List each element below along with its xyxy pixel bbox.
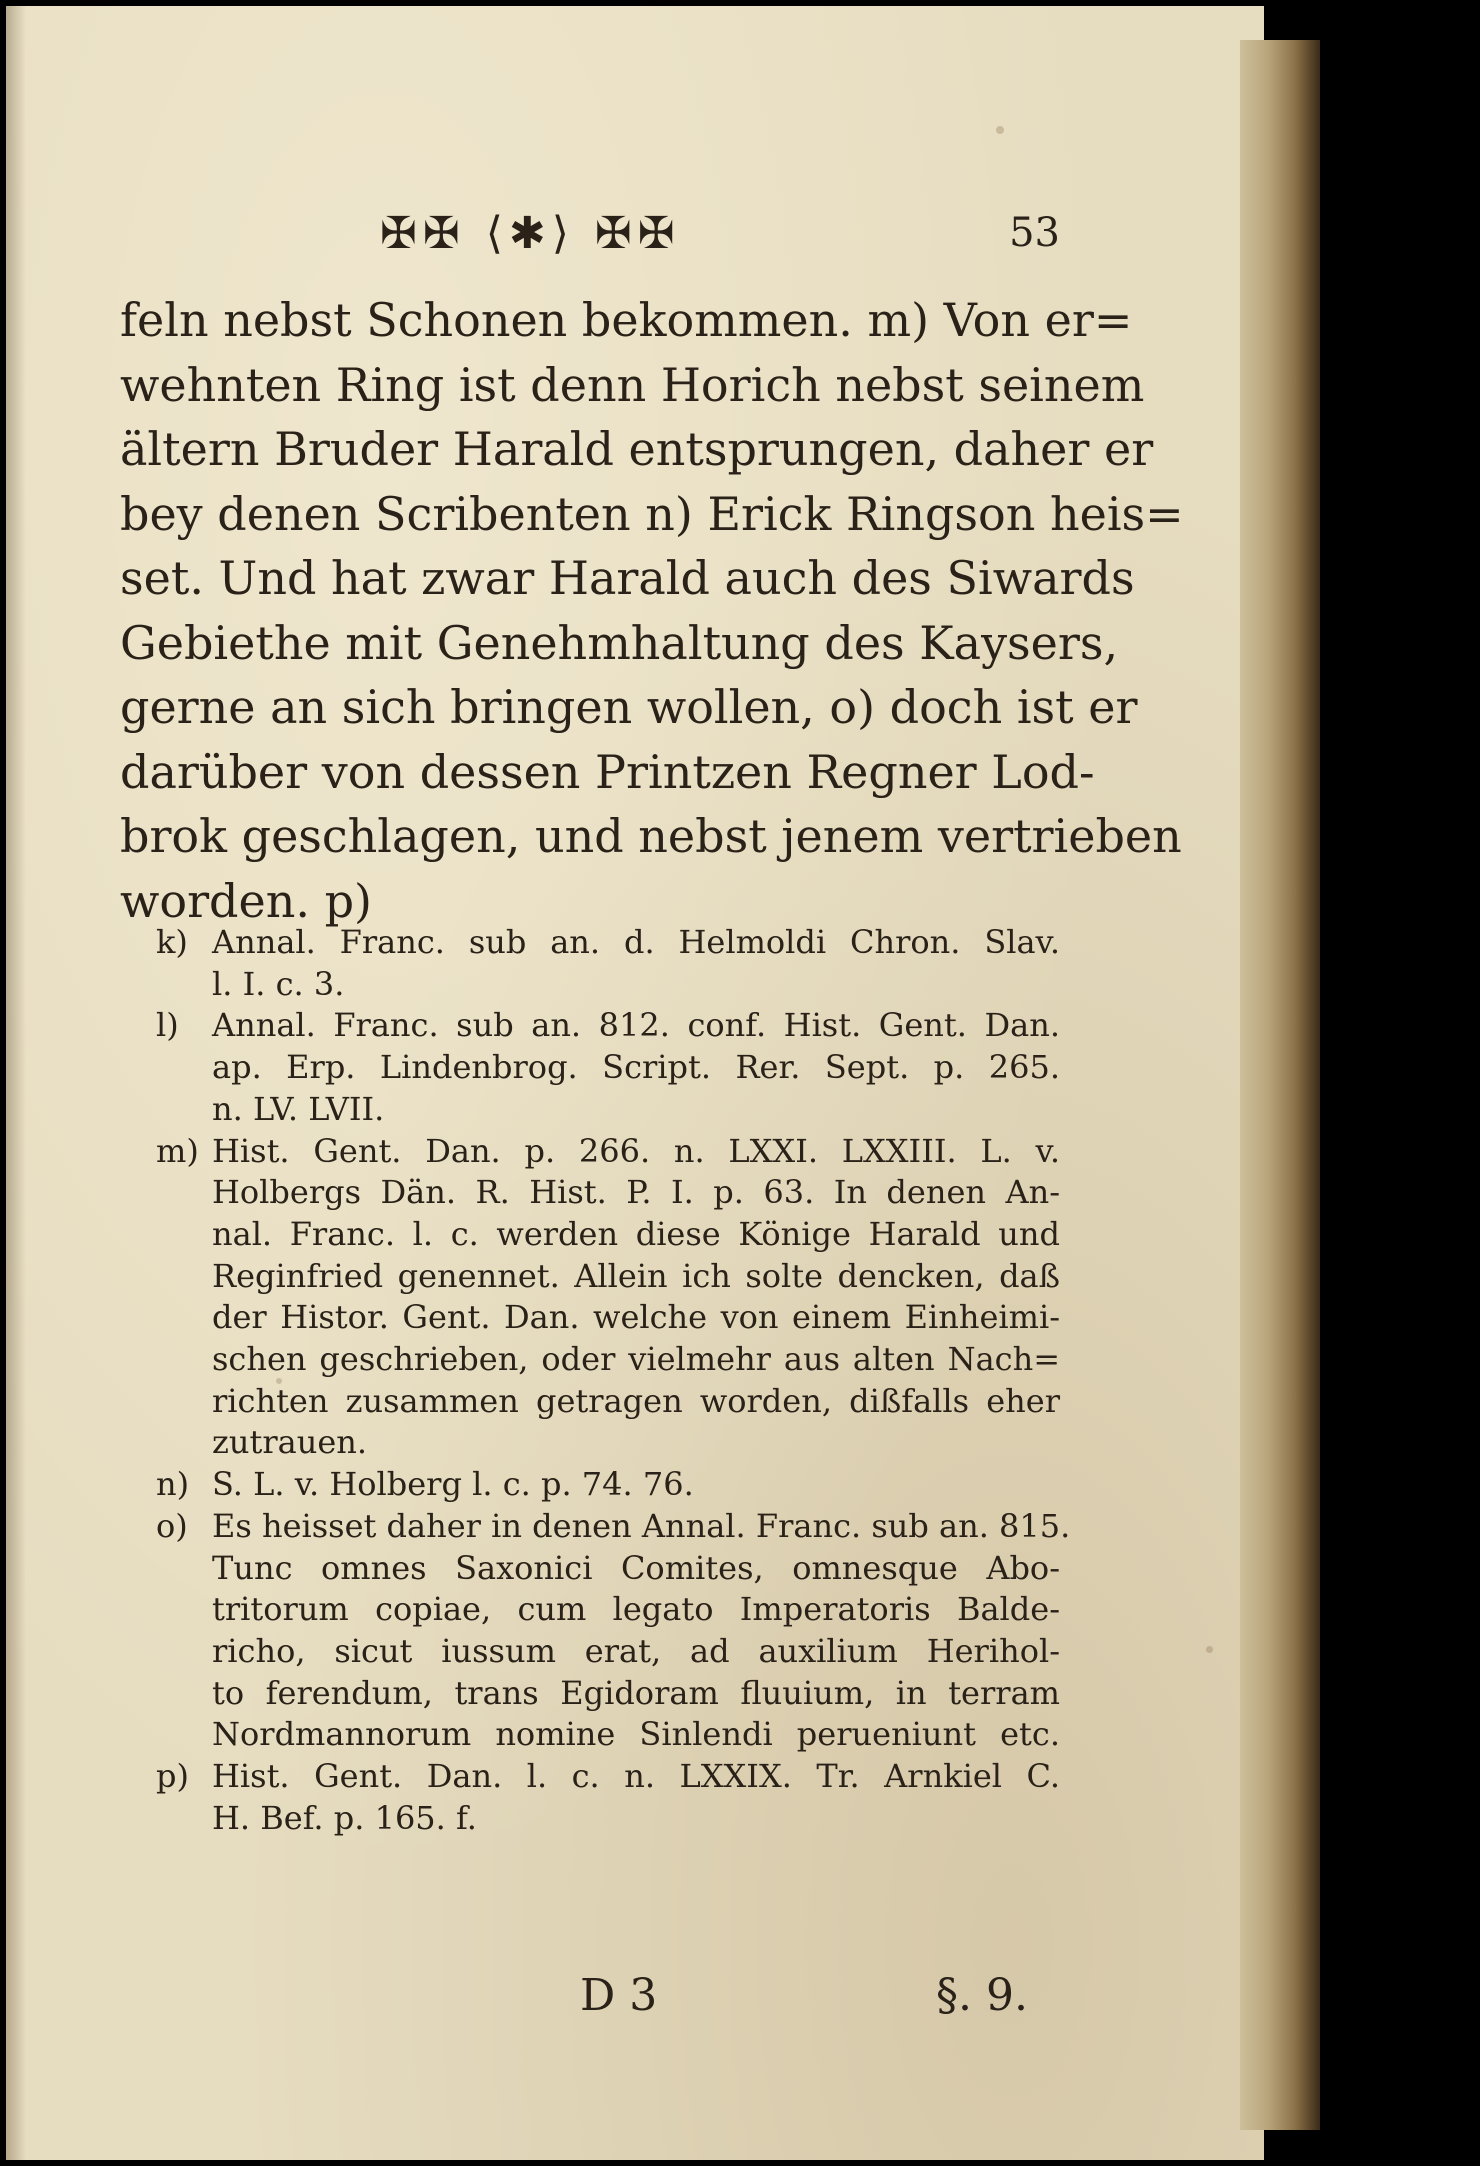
footnote-line: nal. Franc. l. c. werden diese Könige Harald und xyxy=(212,1214,1060,1253)
footnote-line: n. LV. LVII. xyxy=(212,1089,385,1128)
footnote-line: Hist. Gent. Dan. p. 266. n. LXXI. LXXIII. L. v. xyxy=(212,1131,1060,1170)
footnote-line: Nordmannorum nomine Sinlendi perueniunt etc. xyxy=(212,1715,1060,1754)
header-ornament: ✠✠ ⟨✱⟩ ✠✠ xyxy=(380,208,681,259)
footnote-line: H. Bef. p. 165. f. xyxy=(212,1798,477,1837)
signature-mark: D 3 xyxy=(580,1970,658,2021)
footnote-line: richten zusammen getragen worden, dißfalls eher xyxy=(212,1381,1060,1420)
footnote-p xyxy=(156,1756,1060,1839)
catchword: §. 9. xyxy=(936,1970,1028,2021)
footnote-line: l. I. c. 3. xyxy=(212,964,345,1003)
footnote-line: Holbergs Dän. R. Hist. P. I. p. 63. In denen An- xyxy=(212,1173,1060,1212)
main-text-line: set. Und hat zwar Harald auch des Siwards xyxy=(120,551,1135,605)
page-number: 53 xyxy=(1009,210,1060,256)
footnote-line: tritorum copiae, cum legato Imperatoris Balde- xyxy=(212,1590,1060,1629)
main-text-line: feln nebst Schonen bekommen. m) Von er= xyxy=(120,293,1133,347)
footnote-mark: m) xyxy=(156,1131,199,1170)
footnote-line: Annal. Franc. sub an. d. Helmoldi Chron. Slav. xyxy=(212,923,1060,961)
footnote-n xyxy=(156,1464,1060,1506)
footnote-line: der Histor. Gent. Dan. welche von einem Einheimi- xyxy=(212,1298,1060,1337)
footnote-line: Reginfried genennet. Allein ich solte dencken, daß xyxy=(212,1256,1060,1295)
footnote-line: to ferendum, trans Egidoram fluuium, in terram xyxy=(212,1673,1060,1712)
footnote-line: Es heisset daher in denen Annal. Franc. sub an. 815. xyxy=(212,1506,1071,1545)
paper-spot xyxy=(996,126,1004,134)
main-text-line: gerne an sich bringen wollen, o) doch ist er xyxy=(120,680,1138,734)
main-text-line: ältern Bruder Harald entsprungen, daher er xyxy=(120,422,1154,476)
footnote-line: Annal. Franc. sub an. 812. conf. Hist. Gent. Dan. xyxy=(212,1006,1060,1045)
running-header xyxy=(380,208,1060,268)
main-text-block xyxy=(120,288,1184,933)
main-text-line: worden. p) xyxy=(120,873,372,928)
main-text-line: bey denen Scribenten n) Erick Ringson heis= xyxy=(120,486,1184,541)
page-edge xyxy=(1240,40,1320,2130)
footnote-mark: l) xyxy=(156,1006,179,1045)
footnotes-block xyxy=(156,922,1071,1839)
main-text-line: wehnten Ring ist denn Horich nebst seinem xyxy=(120,357,1145,412)
footnote-m xyxy=(156,1131,1060,1465)
footnote-line: Tunc omnes Saxonici Comites, omnesque Abo- xyxy=(212,1548,1060,1587)
main-text-line: brok geschlagen, und nebst jenem vertrieben xyxy=(120,809,1182,863)
footnote-mark: p) xyxy=(156,1757,189,1796)
footnote-mark: n) xyxy=(156,1465,190,1504)
footnote-line: S. L. v. Holberg l. c. p. 74. 76. xyxy=(212,1465,694,1504)
footnote-l xyxy=(156,1005,1060,1130)
page-gutter xyxy=(6,6,26,2160)
main-text-line: Gebiethe mit Genehmhaltung des Kaysers, xyxy=(120,615,1119,670)
footnote-mark: o) xyxy=(156,1506,188,1545)
paper-spot xyxy=(1206,1646,1213,1653)
footnote-line: zutrauen. xyxy=(212,1423,368,1462)
footnote-o xyxy=(156,1506,1071,1756)
footnote-line: ap. Erp. Lindenbrog. Script. Rer. Sept. p. 265. xyxy=(212,1048,1060,1087)
footnote-mark: k) xyxy=(156,923,188,961)
main-text-line: darüber von dessen Printzen Regner Lod- xyxy=(120,744,1095,799)
footnote-line: Hist. Gent. Dan. l. c. n. LXXIX. Tr. Arnkiel C. xyxy=(212,1757,1060,1796)
footnote-line: richo, sicut iussum erat, ad auxilium Herihol- xyxy=(212,1631,1060,1670)
footnote-k xyxy=(156,922,1060,1005)
footnote-line: schen geschrieben, oder vielmehr aus alten Nach= xyxy=(212,1340,1060,1379)
